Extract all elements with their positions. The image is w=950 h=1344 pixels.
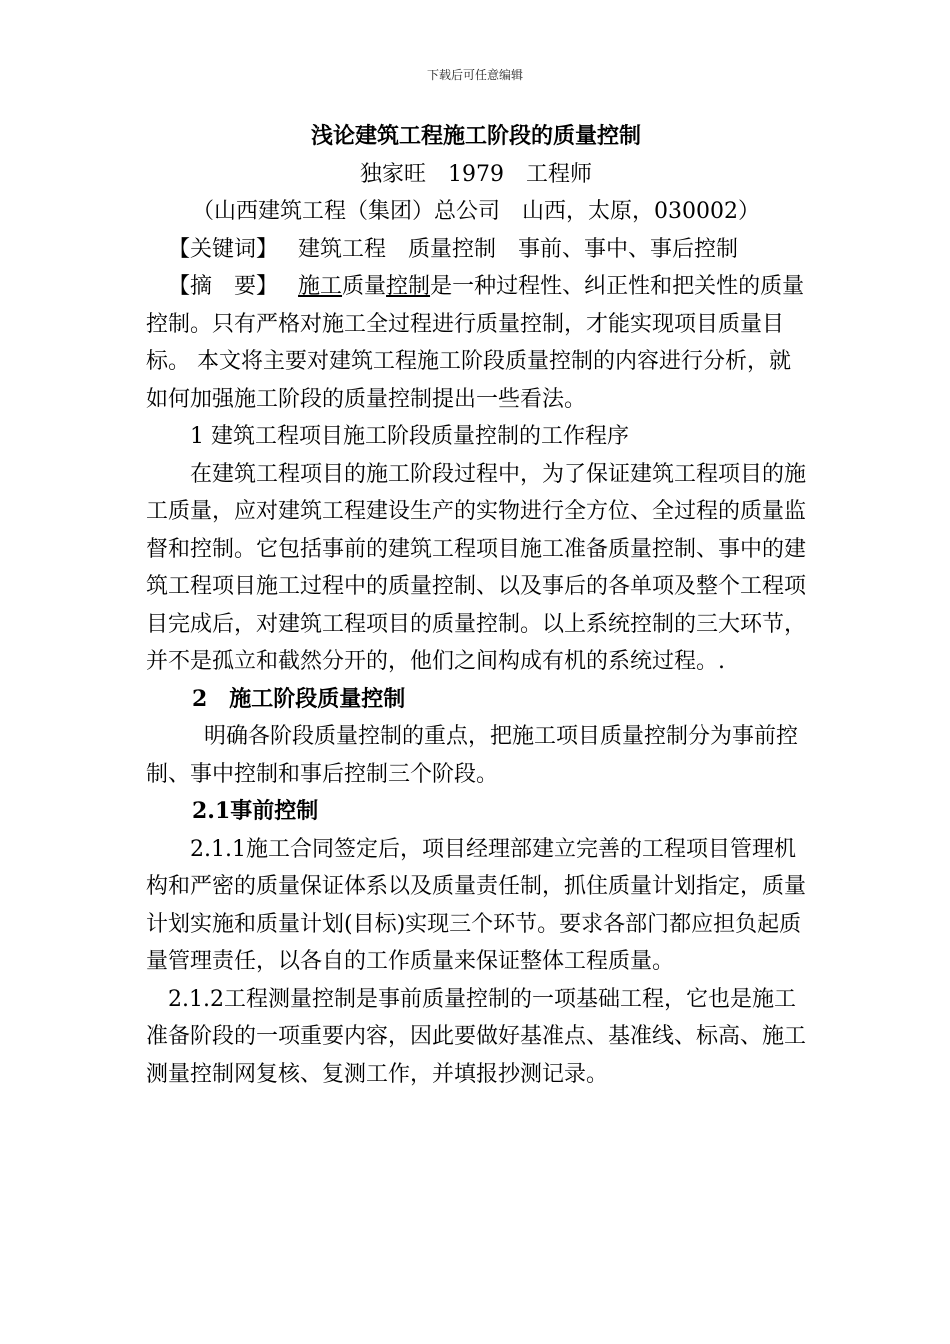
section-1-heading: 1 建筑工程项目施工阶段质量控制的工作程序 xyxy=(190,424,629,449)
author-line: 独家旺 1979 工程师 xyxy=(360,161,592,187)
paragraph-2-1-2: 2.1.2工程测量控制是事前质量控制的一项基础工程，它也是施工准备阶段的一项重要内容，因此要做好基准点、基准线、标高、施工测量控制网复核、复测工作，并填报抄测记录。 xyxy=(146,986,807,1087)
abstract-text: 是一种过程性、纠正性和把关性的质量控制。只有严格对施工全过程进行质量控制，才能实现项目质量目标。 本文将主要对建筑工程施工阶段质量控制的内容进行分析，就如何加强施工阶段的质量控制提出一些看法。 xyxy=(146,274,805,412)
article-body xyxy=(146,118,806,1093)
abstract-paragraph xyxy=(146,268,806,418)
keywords-text: 建筑工程 质量控制 事前、事中、事后控制 xyxy=(298,236,739,262)
abstract-term: 质量 xyxy=(342,274,387,299)
abstract-underlined-term: 控制 xyxy=(386,274,431,299)
header-note: 下载后可任意编辑 xyxy=(426,68,523,82)
section-2-1-heading: 2.1事前控制 xyxy=(192,798,319,824)
section-2-heading: 2 施工阶段质量控制 xyxy=(192,685,406,712)
section-1-body: 在建筑工程项目的施工阶段过程中，为了保证建筑工程项目的施工质量，应对建筑工程建设生产的实物进行全方位、全过程的质量监督和控制。它包括事前的建筑工程项目施工准备质量控制、事中的建筑工程项目施工过程中的质量控制、以及事后的各单项及整个工程项目完成后，对建筑工程项目的质量控制。以上系统控制的三大环节，并不是孤立和截然分开的，他们之间构成有机的系统过程。. xyxy=(146,461,807,674)
abstract-label: 【摘 要】 xyxy=(168,274,279,299)
keywords-paragraph xyxy=(146,231,806,269)
section-2-body: 明确各阶段质量控制的重点，把施工项目质量控制分为事前控制、事中控制和事后控制三个阶段。 xyxy=(146,724,799,787)
article-title: 浅论建筑工程施工阶段的质量控制 xyxy=(310,123,641,149)
keywords-label: 【关键词】 xyxy=(168,236,279,262)
paragraph-2-1-1: 2.1.1施工合同签定后，项目经理部建立完善的工程项目管理机构和严密的质量保证体系以及质量责任制，抓住质量计划指定，质量计划实施和质量计划(目标)实现三个环节。要求各部门都应担负起质量管理责任，以各自的工作质量来保证整体工程质量。 xyxy=(146,836,807,974)
affiliation-line: （山西建筑工程（集团）总公司 山西，太原，030002） xyxy=(192,199,760,224)
abstract-underlined-term: 施工 xyxy=(298,274,343,299)
